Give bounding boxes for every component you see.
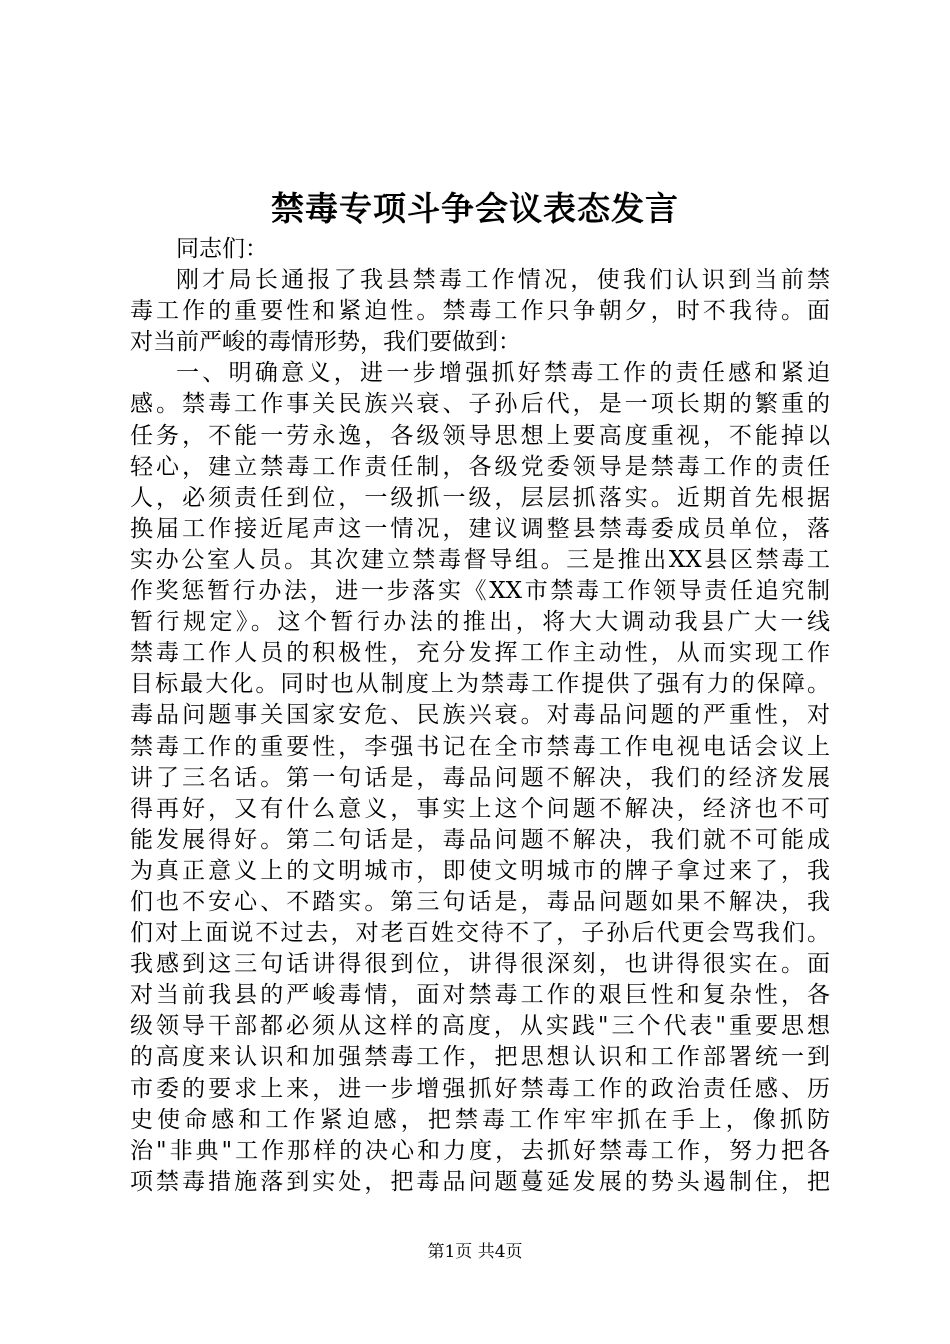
text-line: 毒工作的重要性和紧迫性。禁毒工作只争朝夕，时不我待。面 (130, 298, 830, 325)
text-line: 我感到这三句话讲得很到位，讲得很深刻，也讲得很实在。面 (130, 951, 830, 978)
text-line: 轻心，建立禁毒工作责任制，各级党委领导是禁毒工作的责任 (130, 453, 830, 480)
text-line: 作奖惩暂行办法，进一步落实《XX市禁毒工作领导责任追究制 (130, 578, 830, 605)
document-title: 禁毒专项斗争会议表态发言 (271, 189, 679, 228)
text-line: 人，必须责任到位，一级抓一级，层层抓落实。近期首先根据 (130, 484, 830, 511)
text-line: 一、明确意义，进一步增强抓好禁毒工作的责任感和紧迫 (176, 360, 830, 387)
text-line: 禁毒工作人员的积极性，充分发挥工作主动性，从而实现工作 (130, 640, 830, 667)
text-line: 史使命感和工作紧迫感，把禁毒工作牢牢抓在手上，像抓防 (130, 1106, 830, 1133)
text-line: 毒品问题事关国家安危、民族兴衰。对毒品问题的严重性，对 (130, 702, 830, 729)
text-line: 目标最大化。同时也从制度上为禁毒工作提供了强有力的保障。 (130, 671, 830, 698)
text-line: 禁毒工作的重要性，李强书记在全市禁毒工作电视电话会议上 (130, 733, 830, 760)
text-line: 为真正意义上的文明城市，即使文明城市的牌子拿过来了，我 (130, 857, 830, 884)
page-footer: 第1页 共4页 (427, 1242, 523, 1262)
text-line: 换届工作接近尾声这一情况，建议调整县禁毒委成员单位，落 (130, 515, 830, 542)
text-line: 能发展得好。第二句话是，毒品问题不解决，我们就不可能成 (130, 826, 830, 853)
document-body (130, 234, 830, 1198)
text-line: 同志们： (176, 236, 268, 262)
text-line: 对当前严峻的毒情形势，我们要做到： (130, 329, 521, 356)
text-line: 对当前我县的严峻毒情，面对禁毒工作的艰巨性和复杂性，各 (130, 982, 830, 1009)
text-line: 们对上面说不过去，对老百姓交待不了，子孙后代更会骂我们。 (130, 920, 830, 947)
text-line: 得再好，又有什么意义，事实上这个问题不解决，经济也不可 (130, 795, 830, 822)
text-line: 实办公室人员。其次建立禁毒督导组。三是推出XX县区禁毒工 (130, 546, 830, 573)
text-line: 治"非典"工作那样的决心和力度，去抓好禁毒工作，努力把各 (130, 1137, 830, 1164)
text-line: 暂行规定》。这个暂行办法的推出，将大大调动我县广大一线 (130, 609, 830, 636)
text-line: 级领导干部都必须从这样的高度，从实践"三个代表"重要思想 (130, 1013, 830, 1040)
text-line: 讲了三名话。第一句话是，毒品问题不解决，我们的经济发展 (130, 764, 830, 791)
text-line: 们也不安心、不踏实。第三句话是，毒品问题如果不解决，我 (130, 888, 830, 915)
text-line: 项禁毒措施落到实处，把毒品问题蔓延发展的势头遏制住，把 (130, 1168, 830, 1195)
text-line: 刚才局长通报了我县禁毒工作情况，使我们认识到当前禁 (176, 267, 830, 294)
text-line: 的高度来认识和加强禁毒工作，把思想认识和工作部署统一到 (130, 1044, 830, 1071)
text-line: 任务，不能一劳永逸，各级领导思想上要高度重视，不能掉以 (130, 422, 830, 449)
text-line: 感。禁毒工作事关民族兴衰、子孙后代，是一项长期的繁重的 (130, 391, 830, 418)
text-line: 市委的要求上来，进一步增强抓好禁毒工作的政治责任感、历 (130, 1075, 830, 1102)
